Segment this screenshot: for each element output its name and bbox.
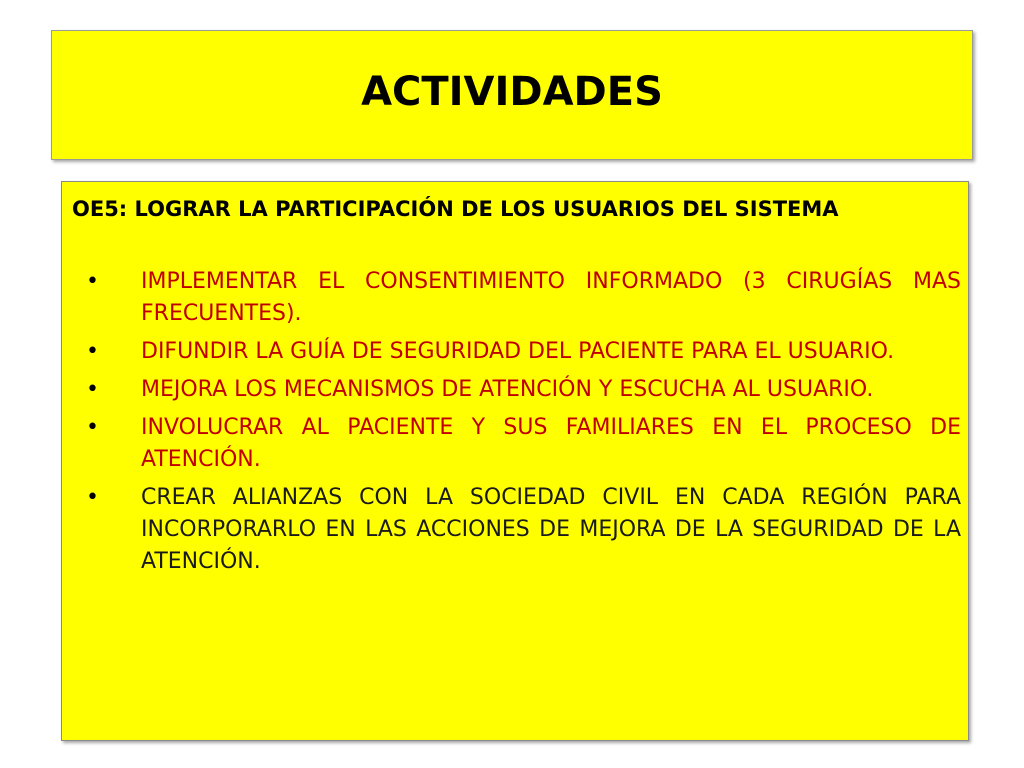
list-item-text: IMPLEMENTAR EL CONSENTIMIENTO INFORMADO (3 CIRUGÍAS MAS FRECUENTES). [141,269,961,326]
list-item [72,266,961,330]
activity-list [72,266,961,578]
title-box [51,30,973,160]
list-item-text: DIFUNDIR LA GUÍA DE SEGURIDAD DEL PACIENTE PARA EL USUARIO. [141,339,895,364]
bullet-icon: • [86,339,99,364]
list-item [72,482,961,578]
objective-heading: OE5: LOGRAR LA PARTICIPACIÓN DE LOS USUARIOS DEL SISTEMA [72,197,839,221]
content-box [61,181,969,741]
list-item [72,374,961,406]
list-item-text: INVOLUCRAR AL PACIENTE Y SUS FAMILIARES EN EL PROCESO DE ATENCIÓN. [141,415,961,472]
list-item [72,336,961,368]
bullet-icon: • [86,485,99,510]
bullet-icon: • [86,269,99,294]
list-item-text: MEJORA LOS MECANISMOS DE ATENCIÓN Y ESCUCHA AL USUARIO. [141,377,874,402]
list-item-text: CREAR ALIANZAS CON LA SOCIEDAD CIVIL EN CADA REGIÓN PARA INCORPORARLO EN LAS ACCIONES DE MEJORA DE LA SEGURIDAD DE LA ATENCIÓN. [141,485,961,574]
bullet-icon: • [86,415,99,440]
list-item [72,412,961,476]
slide-title: ACTIVIDADES [361,69,663,115]
bullet-icon: • [86,377,99,402]
